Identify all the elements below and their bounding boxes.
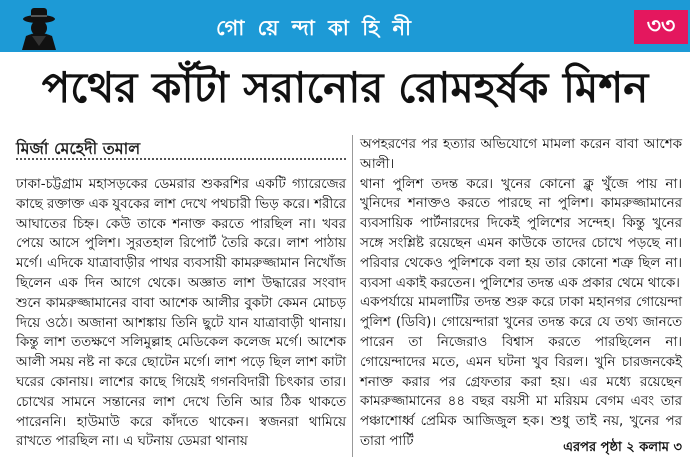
section-title: গো য়ে ন্দা কা হি নী bbox=[215, 16, 415, 40]
page-number-badge: ৩৩ bbox=[634, 10, 688, 44]
byline-divider bbox=[16, 158, 346, 160]
continuation-note: এরপর পৃষ্ঠা ২ কলাম ৩ bbox=[563, 440, 682, 455]
paragraph: ঢাকা-চট্টগ্রাম মহাসড়কের ডেমরার শুকরশির একটি গ্যারেজের কাছে রক্তাক্ত এক যুবকের লাশ দেখে পথচারী ভিড় করে। শরীরে আঘাতের চিহ্ন। কেউ তাকে শনাক্ত করতে পারছিল না। খবর পেয়ে আসে পুলিশ। সুরতহাল রিপোর্ট তৈরি করে। লাশ পাঠায় মর্গে। এদিকে যাত্রাবাড়ীর পাথর ব্যবসায়ী কামরুজ্জামান নিখোঁজ ছিলেন এক দিন আগে থেকে। অজ্ঞাত লাশ উদ্ধারের সংবাদ শুনে কামরুজ্জামানের বাবা আশেক আলীর বুকটা কেমন মোচড় দিয়ে ওঠে। অজানা আশঙ্কায় তিনি ছুটে যান যাত্রাবাড়ী থানায়। কিন্তু লাশ ততক্ষণে সলিমুল্লাহ মেডিকেল কলেজ মর্গে। আশেক আলী সময় নষ্ট না করে ছোটেন মর্গে। লাশ পড়ে ছিল লাশ কাটা ঘরের কোনায়। লাশের কাছে গিয়েই গগনবিদারী চিৎকার তার। চোখের সামনে সন্তানের লাশ দেখে তিনি আর ঠিক থাকতে পারেননি। হাউমাউ করে কাঁদতে থাকেন। স্বজনরা থামিয়ে রাখতে পারছিল না। এ ঘটনায় ডেমরা থানায় bbox=[16, 177, 346, 450]
article-left-column bbox=[16, 175, 346, 452]
article-headline: পথের কাঁটা সরানোর রোমহর্ষক মিশন bbox=[41, 63, 649, 112]
paragraph: একপর্যায়ে মামলাটির তদন্ত শুরু করে ঢাকা মহানগর গোয়েন্দা পুলিশ (ডিবি)। গোয়েন্দারা খুনের তদন্ত করে যে তথ্য জানতে পারেন তা নিজেরাও বিশ্বাস করতে পারছিলেন না। গোয়েন্দাদের মতে, এমন ঘটনা খুব বিরল। খুনি চারজনকেই শনাক্ত করার পর গ্রেফতার করা হয়। এর মধ্যে রয়েছেন কামরুজ্জামানের ৪৪ বছর বয়সী মা মরিয়ম বেগম এবং তার পঞ্চাশোর্ধ্ব প্রেমিক আজিজুল হক। শুধু তাই নয়, খুনের পর তারা পার্টি bbox=[360, 295, 682, 449]
paragraph: অপহরণের পর হত্যার অভিযোগে মামলা করেন বাবা আশেক আলী। bbox=[360, 137, 682, 172]
paragraph: থানা পুলিশ তদন্ত করে। খুনের কোনো ক্লু খুঁজে পায় না। খুনিদের শনাক্তও করতে পারছে না পুলিশ। কামরুজ্জামানের ব্যবসায়িক পার্টনারদের দিকেই পুলিশের সন্দেহ। কিন্তু খুনের সঙ্গে সংশ্লিষ্ট রয়েছেন এমন কাউকে তাদের চোখে পড়ছে না। পরিবার থেকেও পুলিশকে বলা হয় তার কোনো শত্রু ছিল না। ব্যবসা একাই করতেন। পুলিশের তদন্ত এক প্রকার থেমে থাকে। bbox=[360, 176, 682, 291]
author-byline: মির্জা মেহেদী তমাল bbox=[16, 139, 141, 158]
article-right-column bbox=[360, 135, 682, 452]
column-divider bbox=[352, 135, 353, 457]
